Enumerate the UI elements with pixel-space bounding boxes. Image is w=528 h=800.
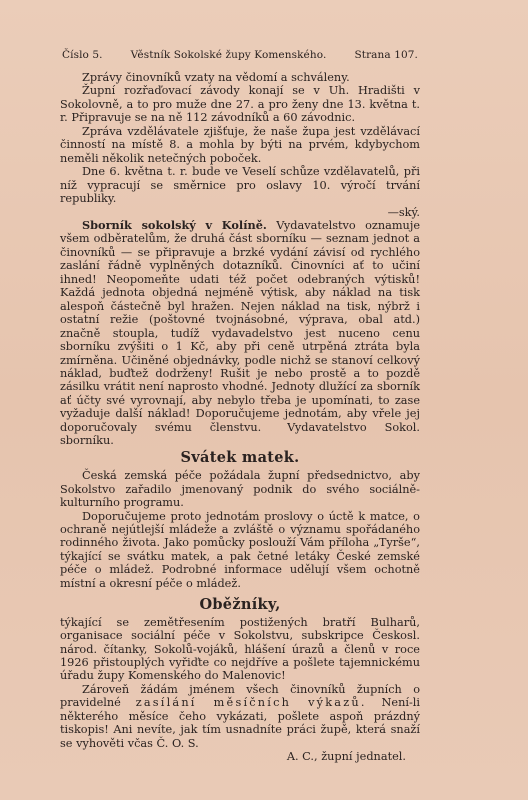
running-header: [62, 49, 418, 61]
svatek-paragraph-1: Česká zemská péče požádala župní předsednictvo, aby Sokolstvo zařadilo jmenovaný podnik do svého sociálně-kulturního programu.: [60, 469, 420, 510]
issue-number: Číslo 5.: [62, 49, 103, 61]
journal-title: Věstník Sokolské župy Komenského.: [130, 49, 327, 61]
meeting-paragraph: Dne 6. května t. r. bude ve Veselí schůze vzdělavatelů, při níž vypracují se směrnice pro oslavy 10. výročí trvání republiky.: [60, 165, 420, 206]
section-heading-obezniky: Oběžníky,: [199, 596, 281, 614]
obezniky-p2-end: Není-li některého měsíce čeho vykázati, pošlete aspoň prázdný tiskopis! Ani nevíte, jak tím usnadníte práci župě, která snaží se vyhověti včas Č. O. S.: [60, 696, 420, 750]
obezniky-p2-emphasis: zasílání měsíčních výkazů.: [135, 696, 367, 710]
section-signature: —ský.: [387, 205, 420, 219]
sbornik-text: Vydavatelstvo oznamuje všem odběratelům, že druhá část sborníku — seznam jednot a činovníků — se připravuje a brzké vydání závisí od rychlého zaslání řádně vyplněných dotazníků. Činovníci ať to učiní ihned! Neopomeňte udati též počet odebraných výtisků! Každá jednota objedná nejméně výtisk, aby náklad na tisk alespoň částečně byl hražen. Nejen náklad na tisk, nýbrž i ostatní režie (poštovné tvojnásobné, výprava, obal atd.) značně stoupla, tudíž vydavadelstvo jest nuceno cenu sborníku zvýšiti o 1 Kč, aby při ceně utrpěná ztráta byla zmírněna. Učiněné objednávky, podle nichž se stanoví celkový náklad, buďtež dodrženy! Rušit je nebo prostě a to pozdě zásilku vrátit není naprosto vhodné. Jednoty dlužící za sborník ať účty své vyrovnají, aby nebylo třeba je upomínati, to zase vyžaduje další náklad! Doporučujeme jednotám, aby vřele jej doporučovaly svému členstvu.: [60, 218, 421, 434]
sbornik-title: Sborník sokolský v Kolíně.: [82, 217, 267, 232]
section-heading-svatek: Svátek matek.: [180, 448, 300, 466]
races-paragraph: Župní rozřaďovací závody konají se v Uh. Hradišti v Sokolovně, a to pro muže dne 27. a pro ženy dne 13. května t. r. Připravuje se na ně 112 závodníků a 60 závodnic.: [60, 84, 420, 125]
education-report-paragraph: Zpráva vzdělávatele zjišťuje, že naše župa jest vzdělávací činností na místě 8. a mohla by býti na prvém, kdybychom neměli několik netečných poboček.: [60, 124, 420, 165]
report-approval-paragraph: Zprávy činovníků vzaty na vědomí a schváleny.: [82, 71, 350, 84]
obezniky-paragraph-1: týkající se zemětřesením postižených bratří Bulharů, organisace sociální péče v Sokolstvu, subskripce Českosl. národ. čítanky, Sokolů-vojáků, hlášení úrazů a členů v roce 1926 přistouplých vyřiďte co nejdříve a pošlete tajemnickému úřadu župy Komenského do Malenovic!: [60, 615, 420, 683]
sbornik-closing: Vydavatelstvo Sokol. sborníku.: [60, 420, 420, 448]
obezniky-paragraph-2: [60, 683, 420, 750]
obezniky-signature: A. C., župní jednatel.: [286, 750, 406, 764]
obezniky-p2-start: Zároveň žádám jménem všech činovníků župních o pravidelné: [60, 682, 420, 710]
page-number: Strana 107.: [354, 49, 418, 61]
sbornik-paragraph: [60, 219, 420, 448]
page-body: [60, 71, 420, 764]
svatek-paragraph-2: Doporučujeme proto jednotám proslovy o úctě k matce, o ochraně nejútlejší mládeže a zvláště o významu spořádaného rodinného života. Jako pomůcky poslouží Vám příloha „Tyrše“, týkající se svátku matek, a pak četné letáky České zemské péče o mládež. Podrobné informace udělují všem ochotně místní a okresní péče o mládež.: [60, 509, 420, 590]
